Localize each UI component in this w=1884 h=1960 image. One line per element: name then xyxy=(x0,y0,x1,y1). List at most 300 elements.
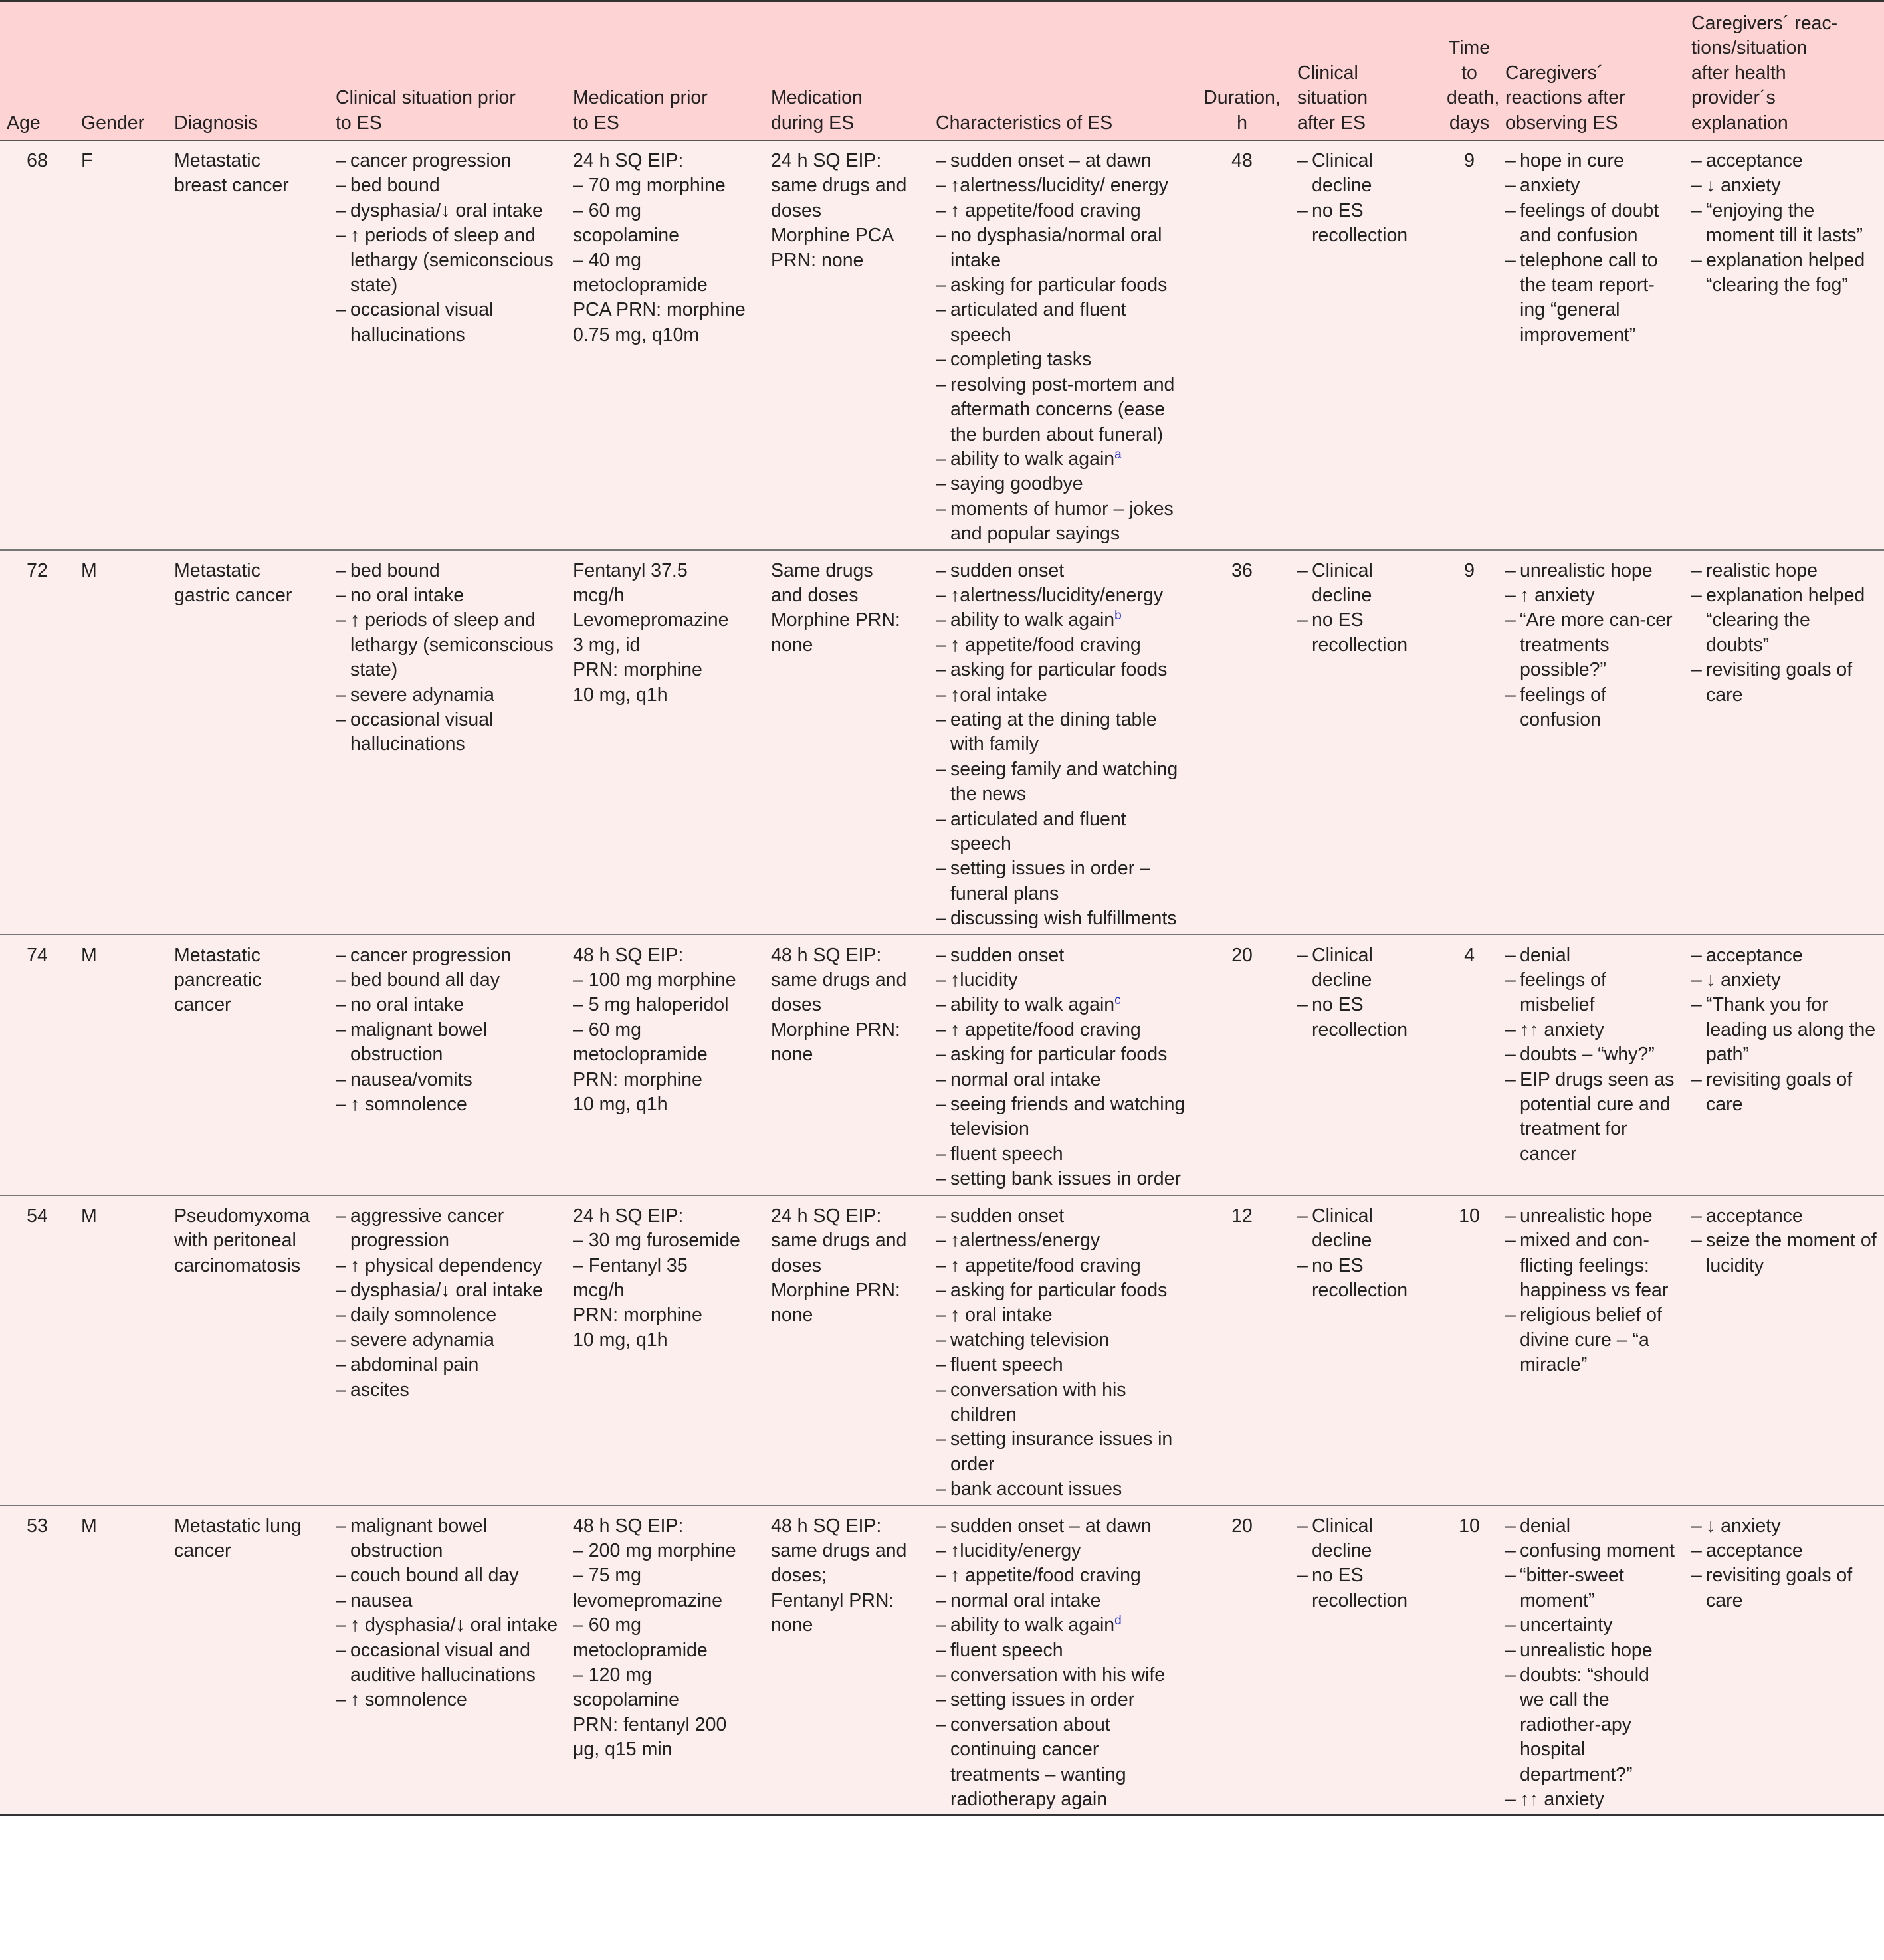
list-item xyxy=(936,1018,1187,1042)
list-item: – occasional visual hallucinations xyxy=(336,298,560,347)
cell-medication-during-text: 48 h SQ EIP: same drugs and doses Morphine PRN: none xyxy=(771,944,907,1066)
list-item xyxy=(936,173,1187,198)
cell-gender xyxy=(74,550,167,935)
cell-clinical-situation-prior-list xyxy=(336,943,560,1118)
list-item: – ↑ periods of sleep and lethargy (semiconscious state) xyxy=(336,223,560,298)
list-item-text: ↑lucidity/energy xyxy=(950,1539,1081,1561)
list-item xyxy=(936,1228,1187,1253)
list-item-text: seeing friends and watching television xyxy=(950,1094,1186,1140)
list-item xyxy=(936,1563,1187,1588)
cell-medication-prior xyxy=(566,550,764,935)
cell-time-to-death xyxy=(1440,1506,1499,1816)
cell-medication-during xyxy=(764,140,929,550)
cell-medication-prior xyxy=(566,1506,764,1816)
list-item: – anxiety xyxy=(1505,173,1678,198)
cell-time-to-death xyxy=(1440,1195,1499,1506)
list-item: – acceptance xyxy=(1691,943,1877,968)
cell-age xyxy=(0,140,74,550)
list-item: – Clinical decline xyxy=(1297,943,1433,993)
cell-time-to-death-text: 10 xyxy=(1459,1515,1480,1537)
list-item: – ↑ anxiety xyxy=(1505,583,1678,608)
footnote-marker[interactable]: b xyxy=(1114,609,1122,623)
list-item: – dysphasia/↓ oral intake xyxy=(336,199,560,223)
list-item: – “bitter-sweet moment” xyxy=(1505,1563,1678,1613)
footnote-marker[interactable]: a xyxy=(1114,447,1122,462)
list-item: – telephone call to the team report-ing “general improvement” xyxy=(1505,248,1678,348)
list-item xyxy=(936,1068,1187,1092)
cell-duration-text: 48 xyxy=(1231,150,1253,172)
list-item: – confusing moment xyxy=(1505,1539,1678,1563)
cell-diagnosis xyxy=(167,1195,329,1506)
cell-medication-during xyxy=(764,1195,929,1506)
list-item: – feelings of doubt and confusion xyxy=(1505,199,1678,248)
cell-characteristics-list xyxy=(936,149,1187,547)
list-item: – feelings of misbelief xyxy=(1505,968,1678,1018)
list-item: – doubts – “why?” xyxy=(1505,1042,1678,1067)
list-item-text: ability to walk again xyxy=(950,448,1115,470)
list-item-text: sudden onset – at dawn xyxy=(950,150,1152,172)
list-item: – no ES recollection xyxy=(1297,1254,1433,1304)
list-item-text: normal oral intake xyxy=(950,1068,1101,1090)
list-item-text: fluent speech xyxy=(950,1639,1063,1661)
cell-age xyxy=(0,550,74,935)
list-item xyxy=(936,807,1187,857)
cell-medication-prior xyxy=(566,140,764,550)
cell-medication-prior-text: Fentanyl 37.5 mcg/h Levomepromazine 3 mg, id PRN: morphine 10 mg, q1h xyxy=(573,559,729,706)
cell-age-text: 72 xyxy=(27,559,48,581)
table-row xyxy=(0,140,1884,550)
cell-caregiver-reactions-list xyxy=(1505,943,1678,1167)
cell-medication-during-text: 24 h SQ EIP: same drugs and doses Morphine PCA PRN: none xyxy=(771,150,907,271)
list-item xyxy=(936,1514,1187,1539)
list-item-text: setting issues in order – funeral plans xyxy=(950,858,1150,904)
table-row xyxy=(0,935,1884,1195)
list-item: – ↓ anxiety xyxy=(1691,1514,1877,1539)
list-item: – ↑ physical dependency xyxy=(336,1254,560,1278)
list-item: – no oral intake xyxy=(336,993,560,1017)
list-item: – unrealistic hope xyxy=(1505,1204,1678,1228)
cell-caregiver-after-explanation xyxy=(1685,550,1884,935)
list-item-text: ↑alertness/lucidity/energy xyxy=(950,584,1163,606)
list-item xyxy=(936,757,1187,807)
cell-caregiver-after-explanation-list xyxy=(1691,559,1877,708)
list-item: – bed bound all day xyxy=(336,968,560,993)
list-item-text: setting issues in order xyxy=(950,1689,1135,1711)
list-item-text: ↑ appetite/food craving xyxy=(950,1019,1141,1040)
header-medication-prior: Medication prior to ES xyxy=(566,1,764,141)
cell-age xyxy=(0,1506,74,1816)
list-item-text: ↑ appetite/food craving xyxy=(950,199,1141,221)
cell-duration xyxy=(1194,1506,1291,1816)
list-item: – no ES recollection xyxy=(1297,608,1433,658)
list-item-text: ↑alertness/energy xyxy=(950,1230,1100,1252)
list-item xyxy=(936,223,1187,273)
list-item: – “Thank you for leading us along the path” xyxy=(1691,993,1877,1067)
cell-medication-prior-text: 48 h SQ EIP: – 100 mg morphine – 5 mg haloperidol – 60 mg metoclopramide PRN: morphine 10 mg, q1h xyxy=(573,944,736,1116)
cell-characteristics-list xyxy=(936,943,1187,1192)
list-item-text: fluent speech xyxy=(950,1354,1063,1376)
cell-clinical-situation-prior-list xyxy=(336,1514,560,1713)
list-item: – malignant bowel obstruction xyxy=(336,1018,560,1068)
list-item: – daily somnolence xyxy=(336,1303,560,1327)
list-item xyxy=(936,1254,1187,1278)
cell-time-to-death-text: 4 xyxy=(1464,944,1475,966)
list-item xyxy=(936,1539,1187,1563)
header-clinical-situation-prior: Clinical situation prior to ES xyxy=(329,1,566,141)
list-item: – nausea/vomits xyxy=(336,1068,560,1092)
cell-duration-text: 20 xyxy=(1231,944,1253,966)
list-item xyxy=(936,683,1187,708)
cell-diagnosis-text: Pseudomyxoma with peritoneal carcinomatosis xyxy=(174,1205,310,1276)
cell-medication-prior-text: 48 h SQ EIP: – 200 mg morphine – 75 mg levomepromazine – 60 mg metoclopramide – 120 mg scopolamine PRN: fentanyl 200 μg, q15 min xyxy=(573,1515,736,1761)
list-item: – hope in cure xyxy=(1505,149,1678,173)
cell-age-text: 68 xyxy=(27,150,48,172)
list-item-text: watching television xyxy=(950,1329,1110,1351)
list-item xyxy=(936,943,1187,968)
list-item: – aggressive cancer progression xyxy=(336,1204,560,1254)
cell-caregiver-reactions-list xyxy=(1505,559,1678,733)
cell-time-to-death xyxy=(1440,550,1499,935)
cell-medication-prior xyxy=(566,935,764,1195)
cell-medication-during-text: 24 h SQ EIP: same drugs and doses Morphine PRN: none xyxy=(771,1205,907,1326)
list-item: – ↓ anxiety xyxy=(1691,173,1877,198)
list-item xyxy=(936,1303,1187,1327)
footnote-marker[interactable]: d xyxy=(1114,1614,1122,1628)
list-item xyxy=(936,1613,1187,1638)
list-item xyxy=(936,1167,1187,1191)
cell-duration xyxy=(1194,1195,1291,1506)
list-item-text: conversation with his wife xyxy=(950,1664,1166,1686)
cell-gender-text: M xyxy=(81,559,97,581)
cell-time-to-death xyxy=(1440,140,1499,550)
table-row xyxy=(0,550,1884,935)
list-item: – uncertainty xyxy=(1505,1613,1678,1638)
list-item: – malignant bowel obstruction xyxy=(336,1514,560,1564)
cell-diagnosis-text: Metastatic gastric cancer xyxy=(174,559,292,606)
list-item: – bed bound xyxy=(336,173,560,198)
cell-caregiver-reactions xyxy=(1499,1195,1685,1506)
list-item: – ↑ periods of sleep and lethargy (semiconscious state) xyxy=(336,608,560,682)
list-item: – no ES recollection xyxy=(1297,1563,1433,1613)
cell-diagnosis-text: Metastatic pancreatic cancer xyxy=(174,944,262,1016)
list-item-text: asking for particular foods xyxy=(950,1279,1168,1301)
list-item: – ↑↑ anxiety xyxy=(1505,1018,1678,1042)
cell-medication-during-text: 48 h SQ EIP: same drugs and doses; Fentanyl PRN: none xyxy=(771,1515,907,1636)
list-item: – ↑↑ anxiety xyxy=(1505,1787,1678,1812)
list-item: – ↑ dysphasia/↓ oral intake xyxy=(336,1613,560,1638)
list-item: – bed bound xyxy=(336,559,560,583)
list-item: – acceptance xyxy=(1691,149,1877,173)
list-item xyxy=(936,199,1187,223)
list-item-text: ability to walk again xyxy=(950,1615,1115,1636)
list-item xyxy=(936,1353,1187,1377)
list-item: – no oral intake xyxy=(336,583,560,608)
cell-clinical-situation-after-list xyxy=(1297,1514,1433,1614)
cell-clinical-situation-after-list xyxy=(1297,943,1433,1043)
list-item xyxy=(936,273,1187,298)
cell-clinical-situation-after xyxy=(1291,935,1440,1195)
list-item: – occasional visual and auditive hallucinations xyxy=(336,1638,560,1688)
list-item-text: saying goodbye xyxy=(950,473,1083,495)
cell-time-to-death-text: 9 xyxy=(1464,559,1475,581)
list-item xyxy=(936,447,1187,472)
list-item-text: sudden onset – at dawn xyxy=(950,1515,1152,1537)
cell-gender xyxy=(74,140,167,550)
cell-time-to-death-text: 9 xyxy=(1464,150,1475,172)
list-item xyxy=(936,1427,1187,1477)
list-item xyxy=(936,1278,1187,1303)
list-item xyxy=(936,559,1187,583)
list-item-text: fluent speech xyxy=(950,1143,1063,1165)
list-item-text: conversation about continuing cancer treatments – wanting radiotherapy again xyxy=(950,1714,1126,1811)
table-header-row xyxy=(0,1,1884,141)
cell-clinical-situation-after xyxy=(1291,140,1440,550)
list-item xyxy=(936,1638,1187,1663)
list-item: – denial xyxy=(1505,943,1678,968)
list-item: – mixed and con-flicting feelings: happiness vs fear xyxy=(1505,1228,1678,1303)
cell-duration-text: 20 xyxy=(1231,1515,1253,1537)
cell-medication-prior-text: 24 h SQ EIP: – 30 mg furosemide – Fentanyl 35 mcg/h PRN: morphine 10 mg, q1h xyxy=(573,1205,740,1351)
header-caregiver-reactions: Caregivers´ reactions after observing ES xyxy=(1499,1,1685,141)
cell-characteristics xyxy=(929,140,1194,550)
cell-duration xyxy=(1194,140,1291,550)
list-item-text: ↑ appetite/food craving xyxy=(950,1254,1141,1276)
list-item xyxy=(936,497,1187,547)
list-item xyxy=(936,1204,1187,1228)
list-item xyxy=(936,472,1187,496)
list-item: – cancer progression xyxy=(336,149,560,173)
cell-caregiver-after-explanation-list xyxy=(1691,1514,1877,1614)
cell-caregiver-reactions xyxy=(1499,1506,1685,1816)
list-item: – occasional visual hallucinations xyxy=(336,708,560,757)
cell-gender-text: F xyxy=(81,150,93,172)
cell-clinical-situation-after xyxy=(1291,1506,1440,1816)
list-item xyxy=(936,658,1187,682)
list-item-text: asking for particular foods xyxy=(950,659,1168,681)
cell-clinical-situation-prior-list xyxy=(336,1204,560,1403)
list-item-text: ability to walk again xyxy=(950,994,1115,1016)
list-item-text: discussing wish fulfillments xyxy=(950,908,1177,930)
table-row xyxy=(0,1506,1884,1816)
list-item xyxy=(936,149,1187,173)
cell-characteristics xyxy=(929,550,1194,935)
list-item: – denial xyxy=(1505,1514,1678,1539)
list-item-text: asking for particular foods xyxy=(950,1044,1168,1066)
list-item xyxy=(936,1589,1187,1613)
cell-medication-during xyxy=(764,935,929,1195)
cell-age-text: 53 xyxy=(27,1515,48,1537)
cell-age xyxy=(0,935,74,1195)
list-item: – acceptance xyxy=(1691,1539,1877,1563)
list-item: – religious belief of divine cure – “a miracle” xyxy=(1505,1303,1678,1377)
header-clinical-situation-after: Clinical situation after ES xyxy=(1291,1,1440,141)
cell-gender xyxy=(74,1506,167,1816)
cell-caregiver-reactions-list xyxy=(1505,1204,1678,1378)
list-item: – Clinical decline xyxy=(1297,1204,1433,1254)
list-item-text: setting insurance issues in order xyxy=(950,1428,1173,1475)
list-item-text: conversation with his children xyxy=(950,1379,1126,1425)
cell-clinical-situation-prior-list xyxy=(336,559,560,757)
list-item: – revisiting goals of care xyxy=(1691,1068,1877,1118)
header-diagnosis: Diagnosis xyxy=(167,1,329,141)
cell-clinical-situation-prior xyxy=(329,140,566,550)
cell-caregiver-reactions-list xyxy=(1505,1514,1678,1813)
cell-medication-during-text: Same drugs and doses Morphine PRN: none xyxy=(771,559,900,656)
cell-characteristics xyxy=(929,935,1194,1195)
cell-clinical-situation-prior xyxy=(329,1195,566,1506)
list-item: – nausea xyxy=(336,1589,560,1613)
cell-caregiver-after-explanation-list xyxy=(1691,943,1877,1118)
list-item xyxy=(936,347,1187,372)
list-item: – severe adynamia xyxy=(336,683,560,708)
cell-clinical-situation-after xyxy=(1291,1195,1440,1506)
list-item-text: moments of humor – jokes and popular sayings xyxy=(950,498,1174,545)
list-item xyxy=(936,1378,1187,1428)
list-item-text: setting bank issues in order xyxy=(950,1168,1181,1190)
list-item: – Clinical decline xyxy=(1297,1514,1433,1564)
list-item: – ↑ somnolence xyxy=(336,1688,560,1712)
cell-caregiver-after-explanation-list xyxy=(1691,149,1877,298)
list-item: – ↓ anxiety xyxy=(1691,968,1877,993)
cell-clinical-situation-prior xyxy=(329,1506,566,1816)
list-item-text: asking for particular foods xyxy=(950,274,1168,296)
list-item xyxy=(936,1663,1187,1688)
cell-caregiver-reactions xyxy=(1499,935,1685,1195)
list-item-text: sudden onset xyxy=(950,559,1065,581)
cell-gender-text: M xyxy=(81,1205,97,1226)
list-item xyxy=(936,633,1187,658)
cell-duration xyxy=(1194,935,1291,1195)
list-item-text: ↑alertness/lucidity/ energy xyxy=(950,175,1168,197)
list-item xyxy=(936,1713,1187,1813)
list-item-text: resolving post-mortem and aftermath concerns (ease the burden about funeral) xyxy=(950,373,1175,445)
cell-diagnosis xyxy=(167,1506,329,1816)
list-item xyxy=(936,1477,1187,1502)
list-item: – ascites xyxy=(336,1378,560,1403)
list-item xyxy=(936,993,1187,1017)
header-characteristics: Characteristics of ES xyxy=(929,1,1194,141)
cell-medication-prior-text: 24 h SQ EIP: – 70 mg morphine – 60 mg scopolamine – 40 mg metoclopramide PCA PRN: morphine 0.75 mg, q10m xyxy=(573,150,746,345)
list-item: – cancer progression xyxy=(336,943,560,968)
list-item xyxy=(936,856,1187,906)
list-item xyxy=(936,298,1187,347)
list-item: – EIP drugs seen as potential cure and treatment for cancer xyxy=(1505,1068,1678,1167)
list-item: – explanation helped “clearing the fog” xyxy=(1691,248,1877,298)
list-item xyxy=(936,1142,1187,1167)
cell-caregiver-after-explanation xyxy=(1685,140,1884,550)
list-item: – “Are more can-cer treatments possible?” xyxy=(1505,608,1678,682)
list-item: – doubts: “should we call the radiother-apy hospital department?” xyxy=(1505,1663,1678,1787)
list-item-text: ↑ appetite/food craving xyxy=(950,634,1141,656)
list-item xyxy=(936,373,1187,447)
cell-caregiver-after-explanation xyxy=(1685,1506,1884,1816)
list-item: – no ES recollection xyxy=(1297,993,1433,1042)
list-item-text: ↑lucidity xyxy=(950,969,1018,991)
cell-medication-prior xyxy=(566,1195,764,1506)
list-item-text: completing tasks xyxy=(950,349,1092,371)
list-item: – no ES recollection xyxy=(1297,199,1433,248)
list-item-text: ↑ oral intake xyxy=(950,1304,1053,1326)
cell-diagnosis xyxy=(167,935,329,1195)
list-item: – “enjoying the moment till it lasts” xyxy=(1691,199,1877,248)
cell-caregiver-reactions xyxy=(1499,140,1685,550)
list-item: – ↑ somnolence xyxy=(336,1092,560,1117)
cell-gender-text: M xyxy=(81,944,97,966)
cell-characteristics-list xyxy=(936,1204,1187,1502)
cell-clinical-situation-prior xyxy=(329,935,566,1195)
cell-clinical-situation-prior xyxy=(329,550,566,935)
footnote-marker[interactable]: c xyxy=(1114,993,1121,1008)
cell-age xyxy=(0,1195,74,1506)
cell-duration-text: 12 xyxy=(1231,1205,1253,1226)
list-item: – couch bound all day xyxy=(336,1563,560,1588)
cell-age-text: 74 xyxy=(27,944,48,966)
cell-duration xyxy=(1194,550,1291,935)
list-item-text: articulated and fluent speech xyxy=(950,299,1126,345)
cell-medication-during xyxy=(764,1506,929,1816)
header-caregiver-after-explanation: Caregivers´ reac- tions/situation after health provider´s explanation xyxy=(1685,1,1884,141)
cell-time-to-death xyxy=(1440,935,1499,1195)
cell-clinical-situation-after xyxy=(1291,550,1440,935)
cell-characteristics xyxy=(929,1195,1194,1506)
cell-diagnosis-text: Metastatic breast cancer xyxy=(174,150,289,197)
header-gender: Gender xyxy=(74,1,167,141)
list-item: – realistic hope xyxy=(1691,559,1877,583)
list-item: – dysphasia/↓ oral intake xyxy=(336,1278,560,1303)
list-item-text: no dysphasia/normal oral intake xyxy=(950,225,1162,271)
list-item: – Clinical decline xyxy=(1297,149,1433,199)
list-item: – seize the moment of lucidity xyxy=(1691,1228,1877,1278)
list-item-text: sudden onset xyxy=(950,944,1065,966)
list-item-text: ↑ appetite/food craving xyxy=(950,1565,1141,1587)
list-item xyxy=(936,608,1187,633)
list-item: – unrealistic hope xyxy=(1505,1638,1678,1663)
cell-clinical-situation-after-list xyxy=(1297,149,1433,248)
list-item xyxy=(936,906,1187,931)
header-duration: Duration, h xyxy=(1194,1,1291,141)
cell-caregiver-reactions xyxy=(1499,550,1685,935)
list-item: – feelings of confusion xyxy=(1505,683,1678,733)
cell-diagnosis xyxy=(167,550,329,935)
list-item xyxy=(936,1092,1187,1142)
list-item-text: eating at the dining table with family xyxy=(950,708,1157,755)
cell-duration-text: 36 xyxy=(1231,559,1253,581)
list-item-text: normal oral intake xyxy=(950,1589,1101,1611)
header-time-to-death: Time to death, days xyxy=(1440,1,1499,141)
list-item xyxy=(936,1328,1187,1353)
list-item xyxy=(936,708,1187,757)
cell-caregiver-after-explanation xyxy=(1685,935,1884,1195)
list-item: – explanation helped “clearing the doubts” xyxy=(1691,583,1877,658)
cell-characteristics xyxy=(929,1506,1194,1816)
list-item: – abdominal pain xyxy=(336,1353,560,1377)
list-item xyxy=(936,583,1187,608)
list-item: – unrealistic hope xyxy=(1505,559,1678,583)
cell-age-text: 54 xyxy=(27,1205,48,1226)
cell-diagnosis-text: Metastatic lung cancer xyxy=(174,1515,302,1561)
cell-clinical-situation-prior-list xyxy=(336,149,560,347)
cell-caregiver-reactions-list xyxy=(1505,149,1678,347)
cell-gender xyxy=(74,935,167,1195)
cell-caregiver-after-explanation-list xyxy=(1691,1204,1877,1278)
cell-time-to-death-text: 10 xyxy=(1459,1205,1480,1226)
list-item xyxy=(936,1688,1187,1712)
cell-clinical-situation-after-list xyxy=(1297,1204,1433,1304)
list-item-text: seeing family and watching the news xyxy=(950,758,1178,805)
cell-caregiver-after-explanation xyxy=(1685,1195,1884,1506)
list-item: – Clinical decline xyxy=(1297,559,1433,609)
list-item-text: ability to walk again xyxy=(950,609,1115,631)
